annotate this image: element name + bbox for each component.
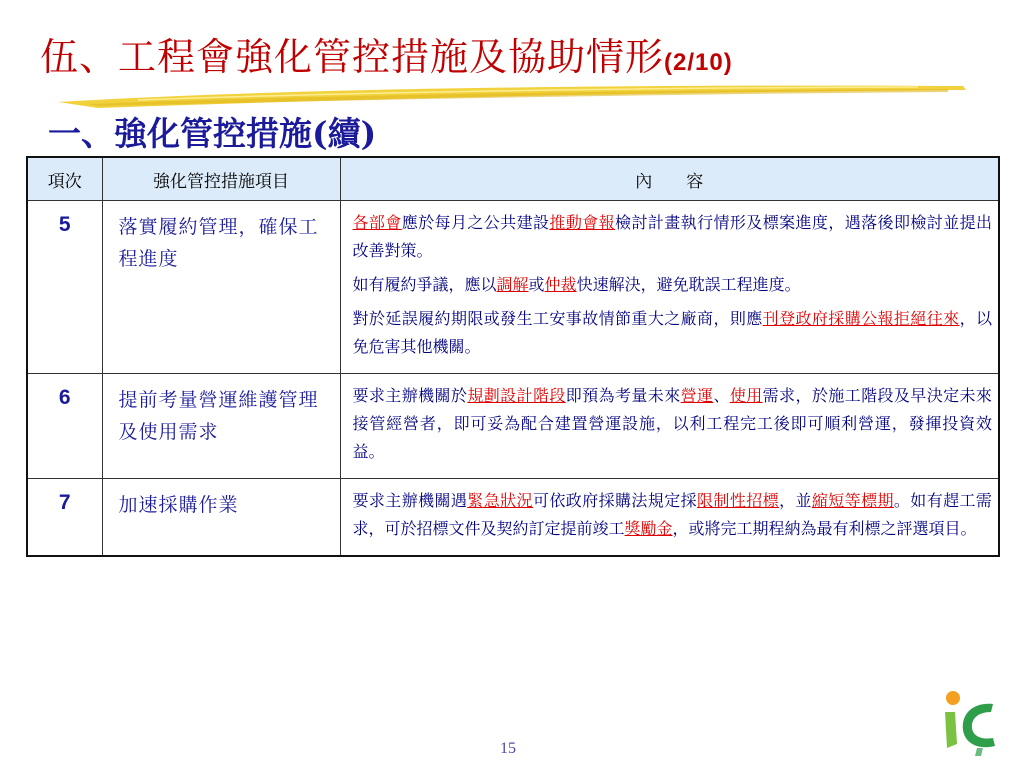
table-header-row [27, 157, 999, 201]
brush-stroke-decoration [58, 80, 968, 110]
table-row [27, 201, 999, 374]
row-number: 5 [27, 201, 102, 374]
content-text: 應於每月之公共建設 [401, 213, 550, 232]
measure-item: 提前考量營運維護管理及使用需求 [102, 374, 340, 479]
content-text: 對於延誤履約期限或發生工安事故情節重大之廠商，則應 [352, 309, 763, 328]
highlighted-keyword: 推動會報 [549, 213, 616, 232]
page-title [40, 26, 733, 81]
measure-content [340, 374, 999, 479]
highlighted-keyword: 縮短等標期 [811, 491, 894, 510]
measure-item: 落實履約管理，確保工程進度 [102, 201, 340, 374]
measure-content [340, 201, 999, 374]
content-paragraph [353, 271, 993, 299]
highlighted-keyword: 使用 [729, 386, 763, 405]
content-text: 檢討計畫執行情形及標案進度，遇落後即檢討並提出改善對策。 [352, 213, 992, 260]
header-content: 內 容 [340, 157, 999, 201]
highlighted-keyword: 各部會 [352, 213, 402, 232]
content-text: 可依政府採購法規定採 [532, 491, 698, 510]
table-row [27, 479, 999, 557]
content-paragraph [353, 487, 993, 543]
content-text: ，以免危害其他機關。 [352, 309, 992, 356]
row-number: 7 [27, 479, 102, 557]
page-number: 15 [500, 740, 516, 757]
content-text: ，並 [779, 491, 812, 510]
content-text: 快速解決，避免耽誤工程進度。 [576, 275, 801, 294]
highlighted-keyword: 緊急狀況 [467, 491, 533, 510]
content-text: 即預為考量未來 [565, 386, 681, 405]
highlighted-keyword: 獎勵金 [624, 519, 673, 538]
content-paragraph [353, 305, 993, 361]
highlighted-keyword: 仲裁 [544, 275, 577, 294]
header-measure-item: 強化管控措施項目 [102, 157, 340, 201]
content-text: ，或將完工期程納為最有利標之評選項目。 [672, 519, 977, 538]
measure-content [340, 479, 999, 557]
content-text: 需求，於施工階段及早決定未來接管經營者，即可妥為配合建置營運設施，以利工程完工後即可順利營運，發揮投資效益。 [352, 386, 992, 461]
page-title-text: 伍、工程會強化管控措施及協助情形 [40, 35, 665, 79]
highlighted-keyword: 規劃設計階段 [467, 386, 566, 405]
header-item-no: 項次 [27, 157, 102, 201]
highlighted-keyword: 刊登政府採購公報拒絕往來 [762, 309, 960, 328]
content-text: 或 [528, 275, 545, 294]
page-title-page: (2/10) [664, 49, 733, 76]
section-subtitle: 一、強化管控措施(續) [48, 114, 377, 153]
measure-item: 加速採購作業 [102, 479, 340, 557]
highlighted-keyword: 營運 [680, 386, 714, 405]
content-text: 要求主辦機關遇 [352, 491, 468, 510]
highlighted-keyword: 調解 [496, 275, 529, 294]
pcc-logo-icon [935, 688, 1005, 758]
content-paragraph [353, 382, 993, 466]
content-text: 要求主辦機關於 [352, 386, 468, 405]
content-text: 、 [713, 386, 730, 405]
content-paragraph [353, 209, 993, 265]
content-text: 。如有趕工需求，可於招標文件及契約訂定提前竣工 [352, 491, 992, 538]
row-number: 6 [27, 374, 102, 479]
content-text: 如有履約爭議，應以 [352, 275, 497, 294]
measures-table [26, 156, 1000, 557]
highlighted-keyword: 限制性招標 [697, 491, 780, 510]
table-row [27, 374, 999, 479]
